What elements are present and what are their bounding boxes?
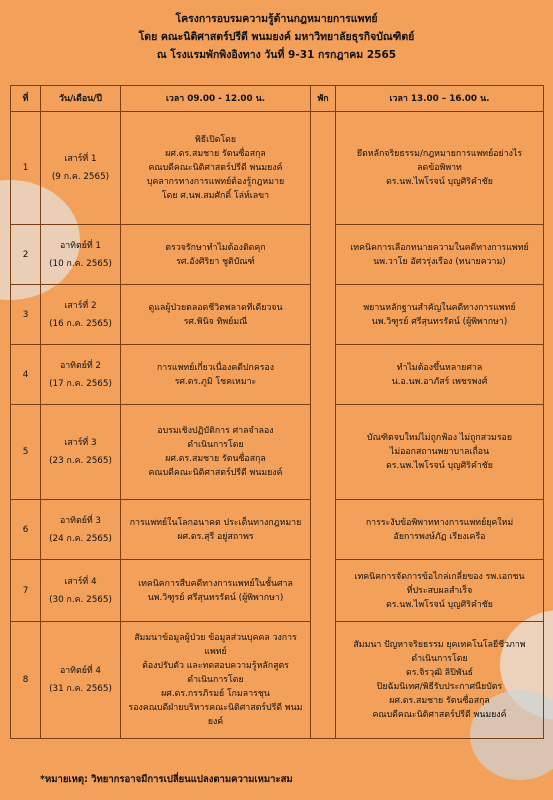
day-date: (30 ก.ค. 2565) <box>49 594 112 605</box>
row-number: 1 <box>11 112 41 225</box>
session-line: ผศ.ดร.สมชาย รัตนซื่อสกุล <box>165 454 266 464</box>
session-line: ยึดหลักจริยธรรม/กฎหมายการแพทย์อย่างไร <box>356 149 523 159</box>
table-header-row <box>11 86 544 112</box>
schedule-body <box>11 112 544 739</box>
session-line: ผศ.ดร.กรรภิรมย์ โกมลารชุน <box>161 689 270 699</box>
day-date: (24 ก.ค. 2565) <box>49 533 112 544</box>
header-break: พัก <box>311 86 336 112</box>
row-date-cell <box>41 500 121 560</box>
session-line: ดร.นพ.ไพโรจน์ บุญศิริคำชัย <box>386 461 493 471</box>
table-row <box>11 405 544 500</box>
session-line: เทคนิคการจัดการข้อไกล่เกลี่ยของ รพ.เอกชน <box>354 571 525 582</box>
session-line: อัยการพงษ์ภัฏ เรียงเครือ <box>393 531 486 542</box>
row-date-cell <box>41 345 121 405</box>
day-date: (31 ก.ค. 2565) <box>49 684 112 694</box>
table-row <box>11 622 544 739</box>
row-number: 6 <box>11 500 41 560</box>
morning-session <box>121 405 311 500</box>
session-line: รศ.ดร.ภูมิ โชคเหมาะ <box>174 376 257 387</box>
table-row <box>11 345 544 405</box>
header-morning: เวลา 09.00 - 12.00 น. <box>121 86 311 112</box>
session-line: พิธีเปิดโดย <box>194 135 237 145</box>
session-line: พยานหลักฐานสำคัญในคดีทางการแพทย์ <box>363 302 516 313</box>
session-line: ดร.นพ.ไพโรจน์ บุญศิริคำชัย <box>386 599 493 610</box>
day-name: เสาร์ที่ 1 <box>64 154 97 164</box>
day-name: อาทิตย์ที่ 4 <box>59 666 102 676</box>
session-line: เทคนิคการสืบคดีทางการแพทย์ในชั้นศาล <box>138 578 293 589</box>
header-afternoon: เวลา 13.00 – 16.00 น. <box>336 86 544 112</box>
session-line: ลดข้อพิพาท <box>417 163 462 173</box>
table-row <box>11 560 544 622</box>
session-line: นพ.วิฑูรย์ ศรีสุนทรรัตน์ (ผู้พิพากษา) <box>371 316 508 327</box>
session-line: อบรมเชิงปฏิบัติการ ศาลจำลอง <box>157 426 274 436</box>
break-column <box>311 112 336 739</box>
table-row <box>11 225 544 285</box>
morning-session <box>121 112 311 225</box>
day-date: (23 ก.ค. 2565) <box>49 456 112 466</box>
row-date-cell <box>41 405 121 500</box>
header-date: วัน/เดือน/ปี <box>41 86 121 112</box>
session-line: คณบดีคณะนิติศาสตร์ปรีดี พนมยงค์ <box>148 468 283 478</box>
document-header <box>0 10 553 64</box>
afternoon-session <box>336 285 544 345</box>
session-line: สัมมนา ปัญหาจริยธรรม ยุคเทคโนโลยีชีวภาพ <box>353 640 526 650</box>
session-line: คณบดีคณะนิติศาสตร์ปรีดี พนมยงค์ <box>372 710 507 720</box>
table-row <box>11 285 544 345</box>
afternoon-session <box>336 112 544 225</box>
schedule-table <box>10 85 544 739</box>
morning-session <box>121 285 311 345</box>
morning-session <box>121 345 311 405</box>
day-date: (17 ก.ค. 2565) <box>49 378 112 389</box>
day-name: อาทิตย์ที่ 1 <box>59 240 102 251</box>
session-line: บุคลากรทางการแพทย์ต้องรู้กฎหมาย <box>146 177 285 187</box>
session-line: คณบดีคณะนิติศาสตร์ปรีดี พนมยงค์ <box>148 163 283 173</box>
morning-session <box>121 622 311 739</box>
session-line: ดร.นพ.ไพโรจน์ บุญศิริคำชัย <box>386 177 493 187</box>
session-line: ปิยฉัมนิเทศ/พิธีรับประกาศนียบัตร <box>376 682 503 692</box>
row-number: 8 <box>11 622 41 739</box>
afternoon-session <box>336 225 544 285</box>
row-number: 5 <box>11 405 41 500</box>
morning-session <box>121 225 311 285</box>
table-row <box>11 500 544 560</box>
session-line: บัณฑิตจบใหม่ไม่ถูกฟ้อง ไม่ถูกสวมรอย <box>366 433 512 443</box>
row-number: 3 <box>11 285 41 345</box>
session-line: การระงับข้อพิพาททางการแพทย์ยุคใหม่ <box>365 517 514 528</box>
session-line: ผศ.ดร.สมชาย รัตนซื่อสกุล <box>165 149 266 159</box>
day-name: เสาร์ที่ 3 <box>64 438 97 448</box>
day-name: อาทิตย์ที่ 3 <box>59 515 102 526</box>
afternoon-session <box>336 345 544 405</box>
morning-session <box>121 560 311 622</box>
session-line: ตรวจรักษาทำไมต้องติดคุก <box>165 242 266 253</box>
header-venue-date: ณ โรงแรมพักพิงอิงทาง วันที่ 9-31 กรกฎาคม 2565 <box>156 49 397 61</box>
session-line: การแพทย์ในโลกอนาคต ประเด็นทางกฎหมาย <box>129 517 302 528</box>
session-line: ไม่ออกสถานพยาบาลเถื่อน <box>389 447 490 457</box>
session-line: น.อ.นพ.อาภัสร์ เพชรพงศ์ <box>391 376 488 387</box>
session-line: ดำเนินการโดย <box>187 440 244 450</box>
session-line: ดำเนินการโดย <box>411 654 468 664</box>
row-number: 2 <box>11 225 41 285</box>
row-date-cell <box>41 225 121 285</box>
session-line: นพ.วาโย อัศวรุ่งเรือง (ทนายความ) <box>373 256 506 267</box>
row-number: 7 <box>11 560 41 622</box>
day-date: (9 ก.ค. 2565) <box>51 172 110 182</box>
afternoon-session <box>336 560 544 622</box>
day-name: เสาร์ที่ 2 <box>64 300 97 311</box>
footnote: *หมายเหตุ: วิทยากรอาจมีการเปลี่ยนแปลงตามความเหมาะสม <box>40 774 293 785</box>
morning-session <box>121 500 311 560</box>
row-date-cell <box>41 560 121 622</box>
row-date-cell <box>41 285 121 345</box>
session-line: ต้องปรับตัว และทดสอบความรู้หลักสูตร <box>142 661 289 671</box>
header-organizer: โดย คณะนิติศาสตร์ปรีดี พนมยงค์ มหาวิทยาลัยธุรกิจบัณฑิตย์ <box>138 31 415 43</box>
session-line: ดร.จิรวุฒิ ลิปิพันธ์ <box>406 668 473 678</box>
header-title: โครงการอบรมความรู้ด้านกฎหมายการแพทย์ <box>175 13 378 25</box>
session-line: การแพทย์เกี่ยวเนื่องคดีปกครอง <box>156 362 275 373</box>
session-line: รองคณบดีฝ่ายบริหารคณะนิติศาสตร์ปรีดี พนมยงค์ <box>128 703 303 727</box>
afternoon-session <box>336 622 544 739</box>
session-line: ดูแลผู้ป่วยตลอดชีวิตพลาดทีเดียวจน <box>148 302 283 313</box>
session-line: ที่ประสบผลสำเร็จ <box>406 585 473 596</box>
session-line: สัมมนาข้อมูลผู้ป่วย ข้อมูลส่วนบุคคล วงการแพทย์ <box>134 633 297 657</box>
session-line: ผศ.ดร.สมชาย รัตนซื่อสกุล <box>389 696 490 706</box>
session-line: โดย ศ.นพ.สมศักดิ์ โล่ห์เลขา <box>161 191 270 201</box>
session-line: ผศ.ดร.สุรี อยู่สถาพร <box>177 531 254 542</box>
row-number: 4 <box>11 345 41 405</box>
day-name: เสาร์ที่ 4 <box>64 576 97 587</box>
afternoon-session <box>336 405 544 500</box>
session-line: รศ.อังศิริยา ชูติบัณฑ์ <box>176 256 255 267</box>
session-line: ดำเนินการโดย <box>187 675 244 685</box>
table-row <box>11 112 544 225</box>
header-number: ที่ <box>11 86 41 112</box>
day-date: (10 ก.ค. 2565) <box>49 258 112 269</box>
afternoon-session <box>336 500 544 560</box>
row-date-cell <box>41 622 121 739</box>
session-line: รศ.พินิจ ทิพย์มณี <box>183 316 248 327</box>
day-date: (16 ก.ค. 2565) <box>49 318 112 329</box>
session-line: ทำไมต้องขึ้นหลายศาล <box>396 362 483 373</box>
session-line: นพ.วิฑูรย์ ศรีสุนทรรัตน์ (ผู้พิพากษา) <box>147 592 284 603</box>
row-date-cell <box>41 112 121 225</box>
day-name: อาทิตย์ที่ 2 <box>59 360 102 371</box>
session-line: เทคนิคการเลือกทนายความในคดีทางการแพทย์ <box>350 242 529 253</box>
